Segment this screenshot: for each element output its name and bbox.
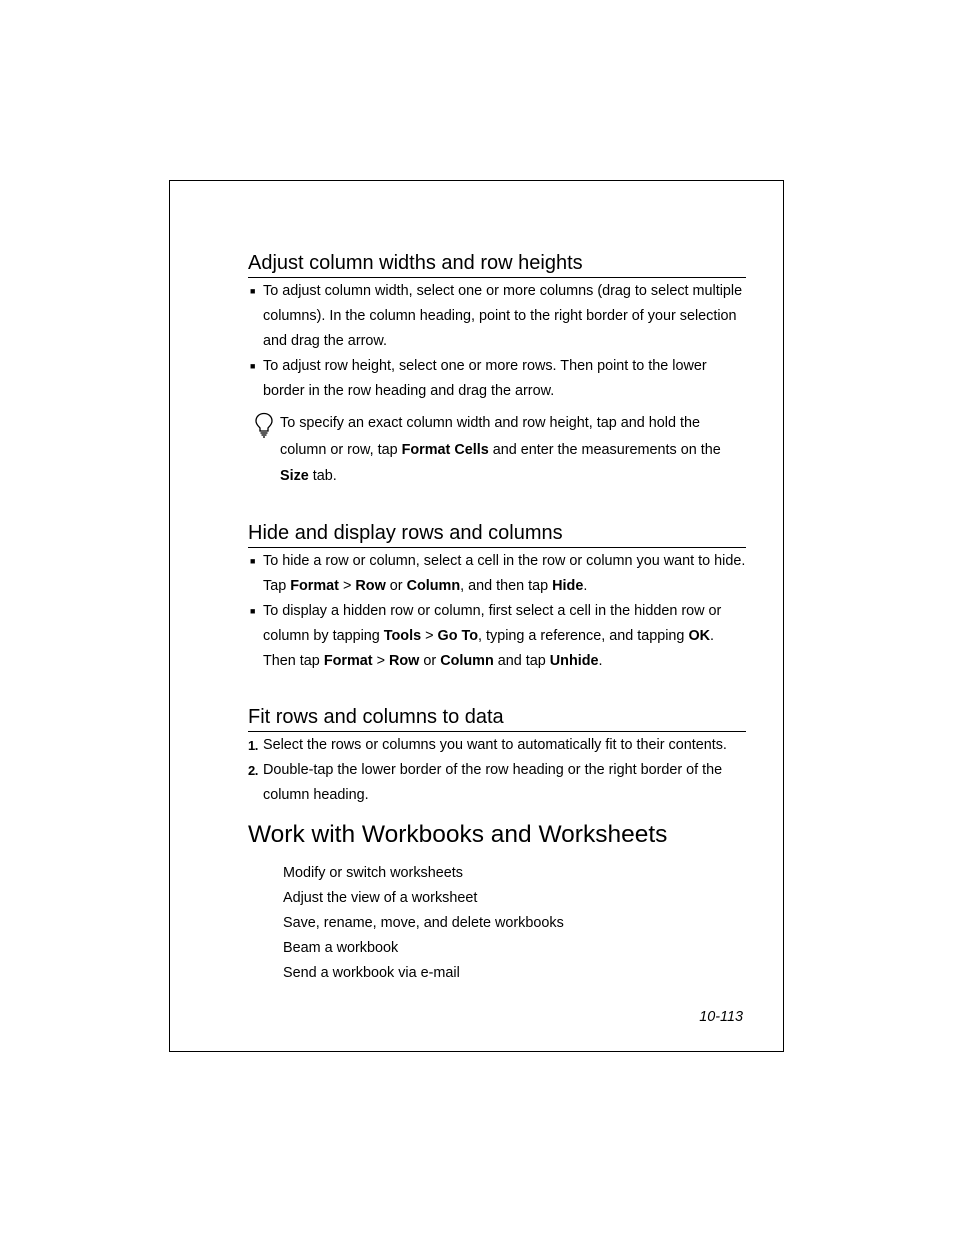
list-item-text: > (338, 577, 356, 594)
tip-bold-format-cells: Format Cells (401, 441, 489, 458)
chapter-topic-list (248, 861, 746, 986)
list-item (248, 354, 746, 404)
list-item-text: To display a hidden row or column, first select a cell in the hidden row or column by tapping (263, 602, 722, 644)
adjust-bullet-list (248, 279, 746, 404)
topic-link-send-email[interactable]: Send a workbook via e-mail (283, 964, 460, 981)
bold-term: Hide (552, 577, 584, 594)
list-item-text: . (583, 577, 588, 594)
section-heading-hide: Hide and display rows and columns (248, 520, 746, 548)
tip-bold-size: Size (280, 468, 309, 484)
list-item (248, 549, 746, 599)
topic-link-adjust-view[interactable]: Adjust the view of a worksheet (283, 889, 478, 906)
list-item (248, 758, 746, 808)
lightbulb-icon (254, 412, 274, 438)
section-heading-fit: Fit rows and columns to data (248, 704, 746, 732)
list-item-text: or (385, 577, 407, 594)
bold-term: Format (290, 577, 339, 594)
list-item-text: , and then tap (460, 577, 553, 594)
bold-term: Column (440, 652, 494, 669)
bold-term: Unhide (549, 652, 599, 669)
bold-term: Tools (383, 627, 422, 644)
bold-term: OK (688, 627, 711, 644)
topic-link-modify[interactable]: Modify or switch worksheets (283, 864, 463, 881)
list-item (248, 733, 746, 758)
fit-steps-list (248, 733, 746, 808)
topic-link-save-rename[interactable]: Save, rename, move, and delete workbooks (283, 914, 564, 931)
tip-note (248, 410, 746, 490)
section-heading-adjust: Adjust column widths and row heights (248, 250, 746, 278)
square-bullet-icon: ■ (250, 555, 256, 566)
list-item-text: Select the rows or columns you want to automatically fit to their contents. (263, 736, 727, 753)
bold-term: Go To (437, 627, 479, 644)
list-item-text: and tap (493, 652, 550, 669)
list-item-text: To adjust row height, select one or more rows. Then point to the lower border in the row heading and drag the arrow. (263, 358, 707, 399)
list-item-text: > (372, 652, 389, 669)
list-item-text: Double-tap the lower border of the row heading or the right border of the column heading. (263, 761, 723, 803)
list-item-text: or (419, 652, 441, 669)
list-item-text: , typing a reference, and tapping (478, 627, 689, 644)
square-bullet-icon: ■ (250, 286, 256, 296)
page-content (248, 250, 746, 986)
tip-text: and enter the measurements on the (488, 441, 721, 458)
bold-term: Column (406, 577, 461, 594)
square-bullet-icon: ■ (250, 605, 256, 616)
list-item-text: To hide a row or column, select a cell in the row or column you want to hide. Tap (263, 552, 746, 594)
bold-term: Format (323, 652, 373, 669)
page-number: 10-113 (699, 1009, 743, 1025)
square-bullet-icon: ■ (250, 361, 256, 371)
list-item-text: . Then tap (263, 627, 715, 669)
chapter-title: Work with Workbooks and Worksheets (248, 820, 668, 848)
list-item-text: . (598, 652, 603, 669)
tip-text: To specify an exact column width and row height, tap and hold the column or row, tap (280, 415, 700, 458)
bold-term: Row (355, 577, 386, 594)
bold-term: Row (389, 652, 420, 669)
list-item-text: To adjust column width, select one or more columns (drag to select multiple columns). In the column heading, point to the right border of your selection and drag the arrow. (263, 283, 743, 349)
tip-text: tab. (308, 468, 337, 484)
hide-bullet-list (248, 549, 746, 674)
step-number: 2. (248, 762, 258, 778)
topic-link-beam[interactable]: Beam a workbook (283, 939, 399, 956)
list-item (248, 599, 746, 674)
step-number: 1. (248, 737, 258, 753)
list-item (248, 279, 746, 354)
list-item-text: > (421, 627, 438, 644)
